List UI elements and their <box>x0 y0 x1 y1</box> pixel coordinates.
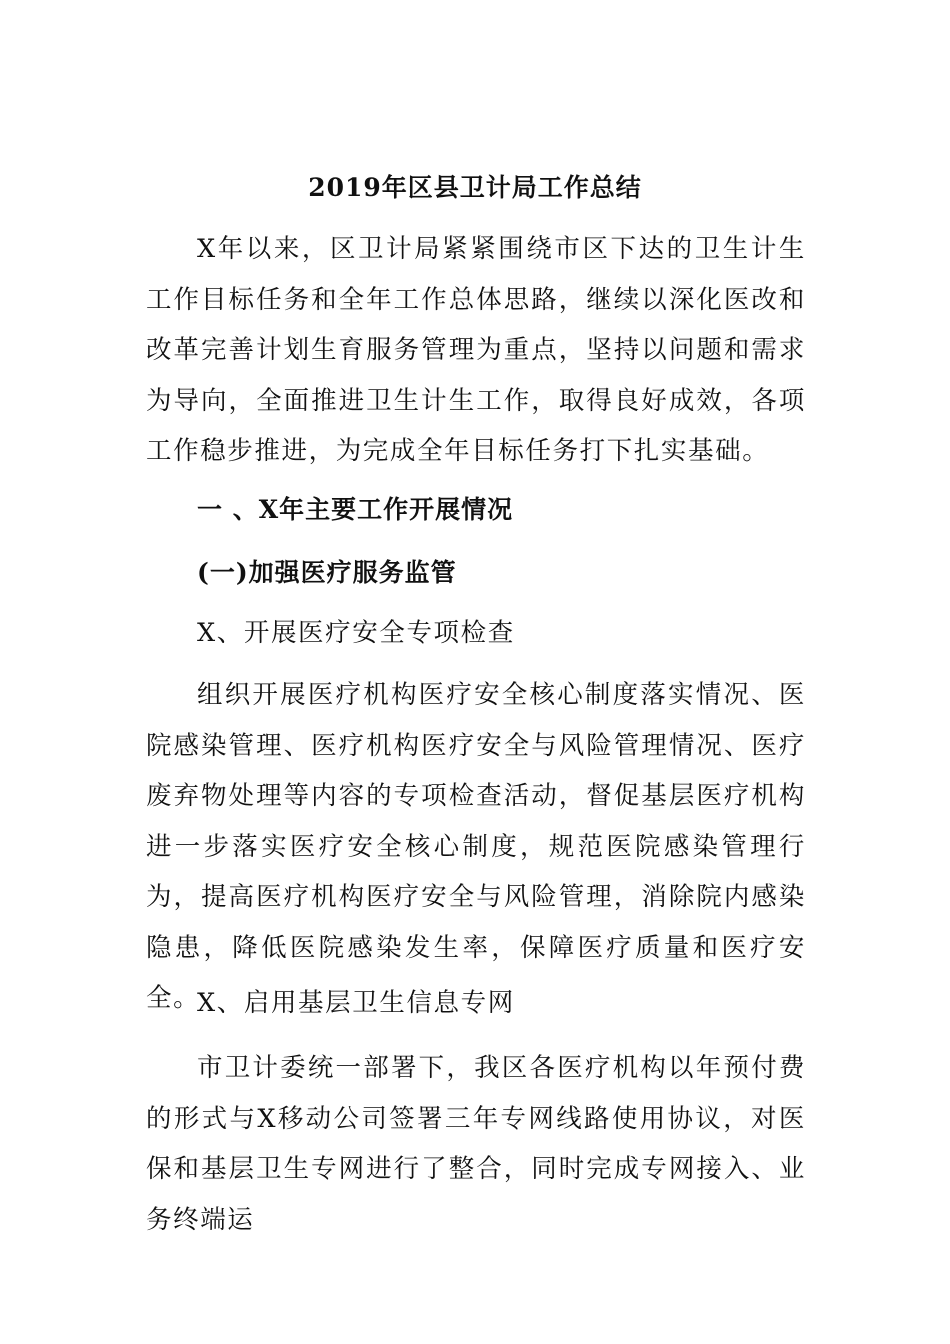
subsection-heading: (一)加强医疗服务监管 <box>197 558 457 587</box>
section-heading: 一 、X年主要工作开展情况 <box>197 495 514 524</box>
item-title: X、开展医疗安全专项检查 <box>197 618 515 648</box>
item-title: X、启用基层卫生信息专网 <box>197 988 515 1018</box>
item-paragraph: 市卫计委统一部署下，我区各医疗机构以年预付费的形式与X移动公司签署三年专网线路使用协议，对医保和基层卫生专网进行了整合，同时完成专网接入、业务终端运 <box>146 1053 806 1235</box>
document-title: 2019年区县卫计局工作总结 <box>308 173 642 202</box>
item-paragraph: 组织开展医疗机构医疗安全核心制度落实情况、医院感染管理、医疗机构医疗安全与风险管理情况、医疗废弃物处理等内容的专项检查活动，督促基层医疗机构进一步落实医疗安全核心制度，规范医院感染管理行为，提高医疗机构医疗安全与风险管理，消除院内感染隐患，降低医院感染发生率，保障医疗质量和医疗安全。 <box>146 680 806 1013</box>
intro-paragraph: X年以来，区卫计局紧紧围绕市区下达的卫生计生工作目标任务和全年工作总体思路，继续以深化医改和改革完善计划生育服务管理为重点，坚持以问题和需求为导向，全面推进卫生计生工作，取得良好成效，各项工作稳步推进，为完成全年目标任务打下扎实基础。 <box>146 234 806 466</box>
